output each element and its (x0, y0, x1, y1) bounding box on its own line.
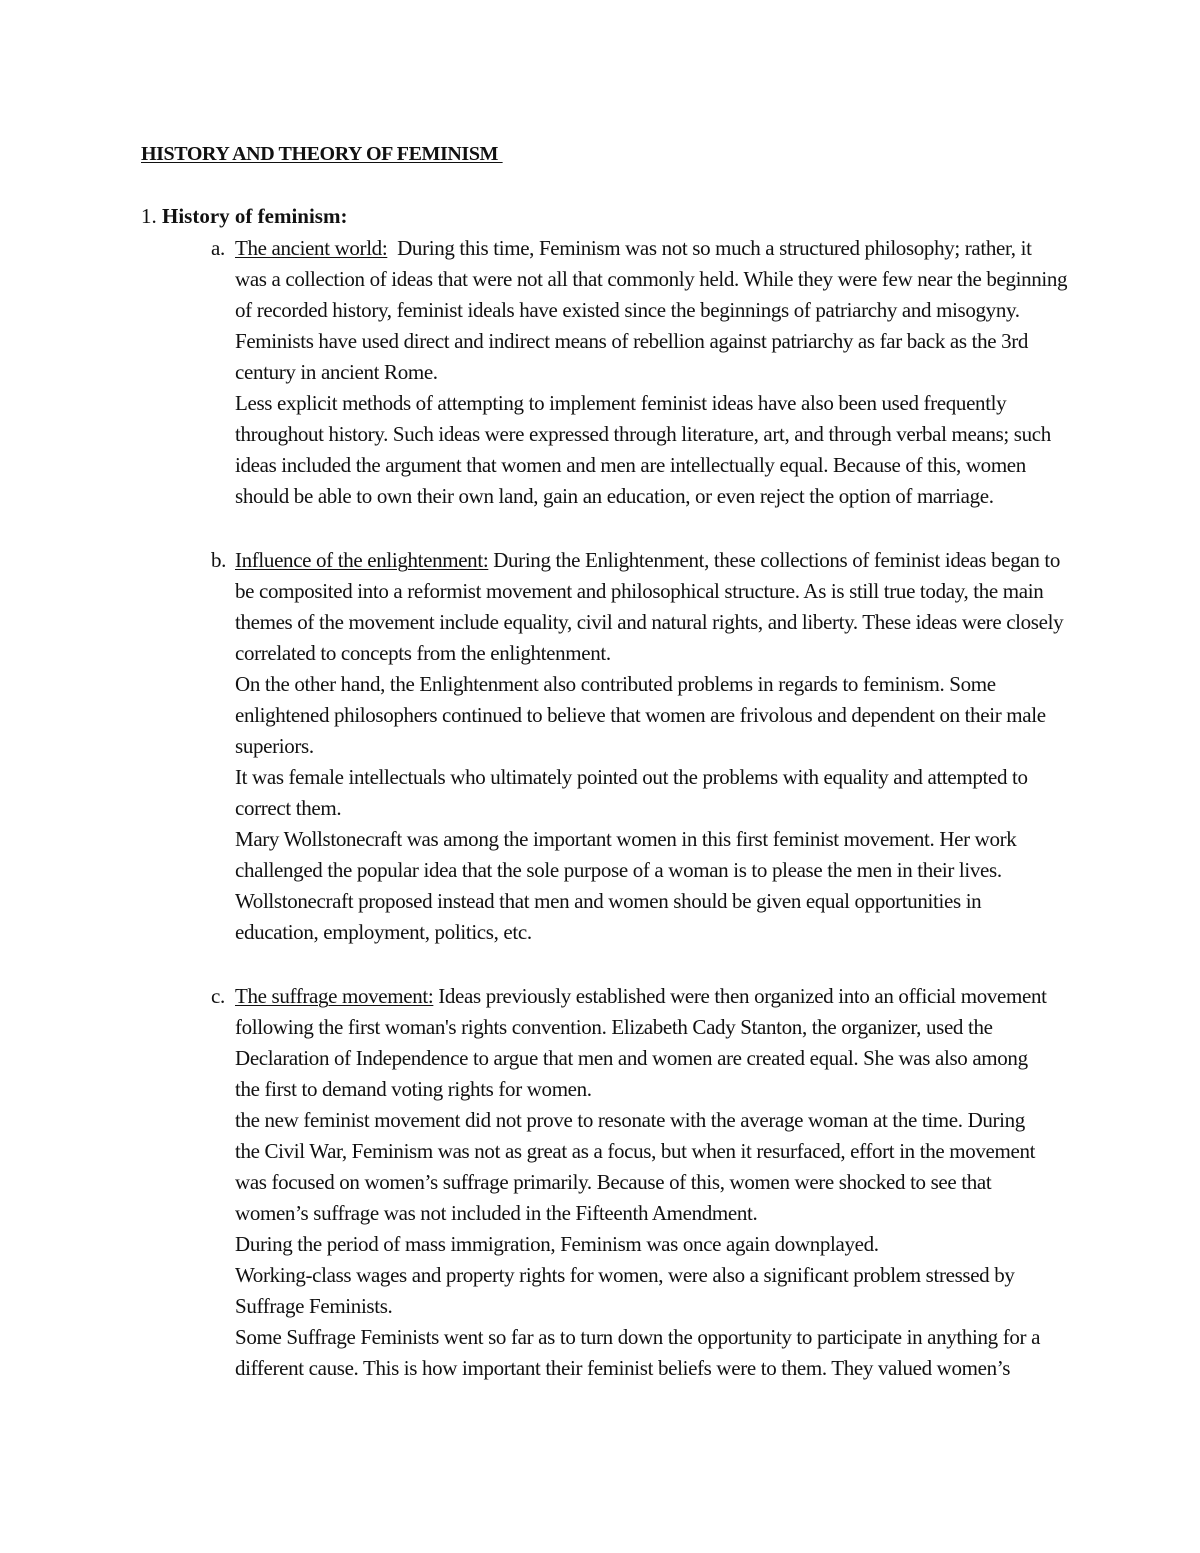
subsection-marker: b. (211, 548, 227, 572)
paragraph-line: It was female intellectuals who ultimately pointed out the problems with equality and attempted to (235, 765, 1028, 789)
section-number: 1. (141, 204, 157, 228)
subsection-title: The ancient world: (235, 236, 388, 260)
paragraph-line: Working-class wages and property rights for women, were also a significant problem stressed by (235, 1263, 1015, 1287)
paragraph-line: should be able to own their own land, gain an education, or even reject the option of marriage. (235, 484, 994, 508)
subsection-enlightenment (211, 545, 1200, 948)
section-heading (141, 204, 347, 229)
paragraph-line: different cause. This is how important their feminist beliefs were to them. They valued women’s (235, 1356, 1011, 1380)
paragraph-line: the Civil War, Feminism was not as great as a focus, but when it resurfaced, effort in the movement (235, 1139, 1036, 1163)
paragraph-line: century in ancient Rome. (235, 360, 438, 384)
paragraph-line: was a collection of ideas that were not all that commonly held. While they were few near the beginning (235, 267, 1068, 291)
paragraph-line: correlated to concepts from the enlightenment. (235, 641, 611, 665)
subsection-lead-line (211, 981, 1200, 1012)
paragraph-line: Less explicit methods of attempting to implement feminist ideas have also been used frequently (235, 391, 1007, 415)
subsection-lead-line (211, 545, 1200, 576)
subsection-marker: a. (211, 236, 225, 260)
paragraph-line: throughout history. Such ideas were expressed through literature, art, and through verbal means; such (235, 422, 1051, 446)
paragraph-line: themes of the movement include equality, civil and natural rights, and liberty. These ideas were closely (235, 610, 1064, 634)
subsection-lead-line (211, 233, 1200, 264)
paragraph-line: Feminists have used direct and indirect means of rebellion against patriarchy as far back as the 3rd (235, 329, 1029, 353)
paragraph-line: education, employment, politics, etc. (235, 920, 532, 944)
section-heading-text: History of feminism: (162, 204, 348, 228)
paragraph-line: Some Suffrage Feminists went so far as to turn down the opportunity to participate in anything for a (235, 1325, 1041, 1349)
paragraph-line: women’s suffrage was not included in the Fifteenth Amendment. (235, 1201, 758, 1225)
paragraph-line: challenged the popular idea that the sole purpose of a woman is to please the men in their lives. (235, 858, 1002, 882)
paragraph-line: During the period of mass immigration, Feminism was once again downplayed. (235, 1232, 879, 1256)
subsection-ancient-world (211, 233, 1200, 512)
subsection-first-line: During the Enlightenment, these collections of feminist ideas began to (488, 548, 1061, 572)
paragraph-line: On the other hand, the Enlightenment also contributed problems in regards to feminism. Some (235, 672, 996, 696)
subsection-suffrage-movement (211, 981, 1200, 1384)
document-title: HISTORY AND THEORY OF FEMINISM (141, 143, 503, 165)
paragraph-line: enlightened philosophers continued to believe that women are frivolous and dependent on their male (235, 703, 1046, 727)
subsection-first-line: During this time, Feminism was not so much a structured philosophy; rather, it (387, 236, 1032, 260)
subsection-first-line: Ideas previously established were then organized into an official movement (433, 984, 1047, 1008)
paragraph-line: Suffrage Feminists. (235, 1294, 393, 1318)
subsection-title: The suffrage movement: (235, 984, 434, 1008)
paragraph-line: Wollstonecraft proposed instead that men and women should be given equal opportunities in (235, 889, 982, 913)
paragraph-line: be composited into a reformist movement and philosophical structure. As is still true today, the main (235, 579, 1044, 603)
paragraph-line: Declaration of Independence to argue that men and women are created equal. She was also among (235, 1046, 1028, 1070)
paragraph-line: Mary Wollstonecraft was among the important women in this first feminist movement. Her work (235, 827, 1017, 851)
paragraph-line: following the first woman's rights convention. Elizabeth Cady Stanton, the organizer, used the (235, 1015, 993, 1039)
paragraph-line: the new feminist movement did not prove to resonate with the average woman at the time. During (235, 1108, 1025, 1132)
paragraph-line: correct them. (235, 796, 342, 820)
paragraph-line: ideas included the argument that women and men are intellectually equal. Because of this, women (235, 453, 1026, 477)
paragraph-line: the first to demand voting rights for women. (235, 1077, 592, 1101)
paragraph-line: of recorded history, feminist ideals have existed since the beginnings of patriarchy and misogyny. (235, 298, 1020, 322)
paragraph-line: superiors. (235, 734, 314, 758)
paragraph-line: was focused on women’s suffrage primarily. Because of this, women were shocked to see that (235, 1170, 992, 1194)
subsection-title: Influence of the enlightenment: (235, 548, 489, 572)
subsection-marker: c. (211, 984, 225, 1008)
